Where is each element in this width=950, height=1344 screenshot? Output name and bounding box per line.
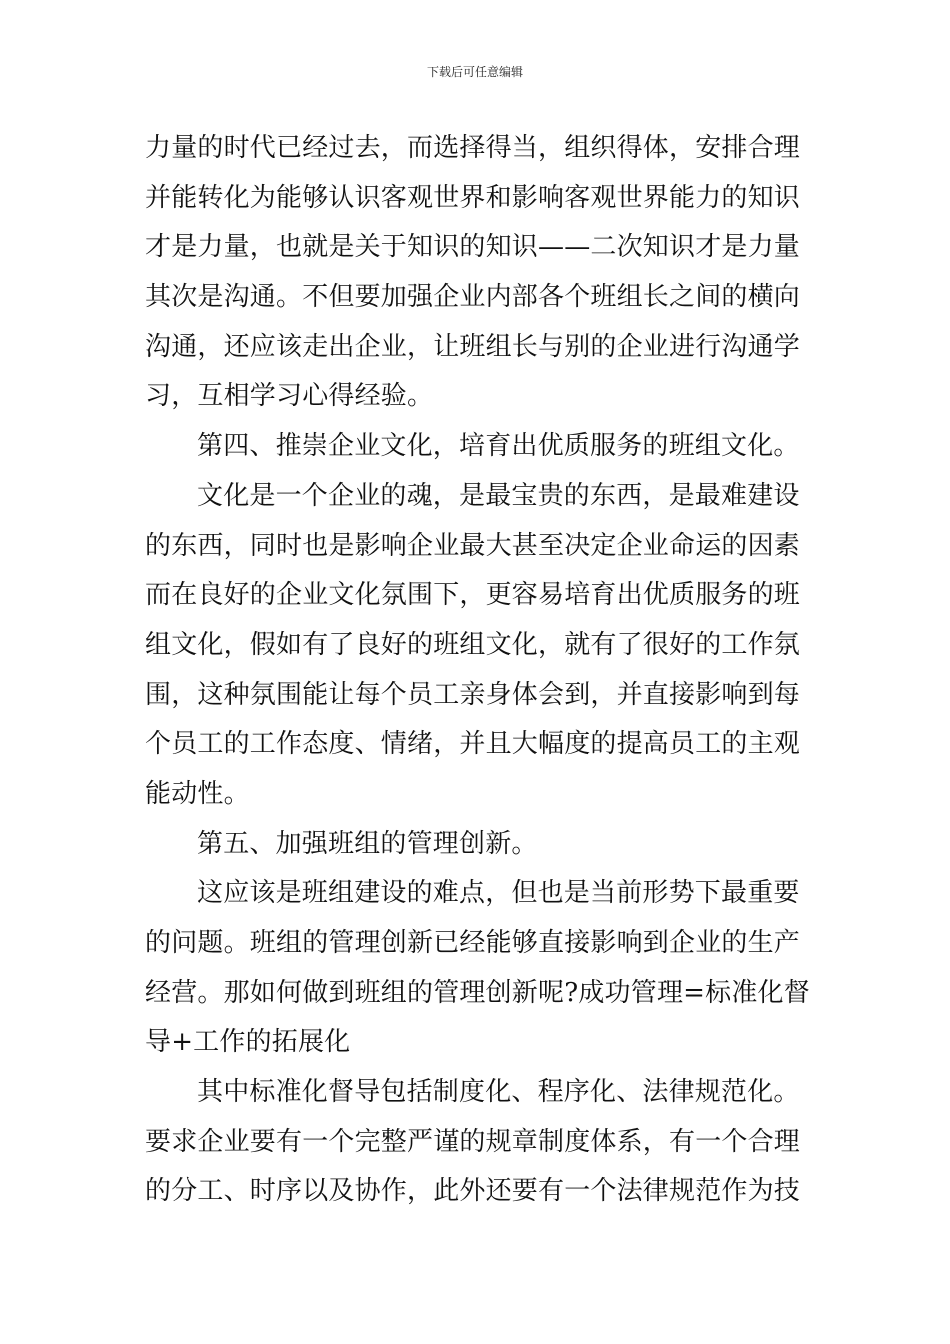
- text-line: 能动性。: [145, 778, 250, 809]
- text-line: 第四、推崇企业文化，培育出优质服务的班组文化。: [197, 431, 800, 462]
- text-line: 的问题。班组的管理创新已经能够直接影响到企业的生产: [145, 928, 801, 958]
- text-line: 力量的时代已经过去，而选择得当，组织得体，安排合理: [145, 133, 801, 163]
- text-line: 才是力量，也就是关于知识的知识——二次知识才是力量: [145, 232, 801, 263]
- text-line: 其次是沟通。不但要加强企业内部各个班组长之间的横向: [145, 282, 801, 313]
- text-line: 要求企业要有一个完整严谨的规章制度体系，有一个合理: [145, 1126, 801, 1157]
- text-line: 而在良好的企业文化氛围下，更容易培育出优质服务的班: [145, 580, 801, 611]
- text-line: 并能转化为能够认识客观世界和影响客观世界能力的知识: [145, 182, 801, 213]
- text-line: 的东西，同时也是影响企业最大甚至决定企业命运的因素: [145, 530, 801, 561]
- text-line: 围，这种氛围能让每个员工亲身体会到，并直接影响到每: [145, 679, 801, 710]
- text-line: 其中标准化督导包括制度化、程序化、法律规范化。: [197, 1077, 800, 1108]
- page-header: 下载后可任意编辑: [426, 65, 523, 79]
- text-line: 经营。那如何做到班组的管理创新呢?成功管理=标准化督: [145, 977, 810, 1008]
- text-line: 导+工作的拓展化: [145, 1027, 351, 1058]
- text-line: 习，互相学习心得经验。: [145, 381, 434, 412]
- text-line: 第五、加强班组的管理创新。: [197, 828, 538, 859]
- text-line: 组文化，假如有了良好的班组文化，就有了很好的工作氛: [145, 629, 801, 660]
- text-line: 文化是一个企业的魂，是最宝贵的东西，是最难建设: [197, 480, 800, 511]
- text-line: 的分工、时序以及协作，此外还要有一个法律规范作为技: [145, 1176, 801, 1207]
- document-body: [145, 124, 810, 1217]
- text-line: 这应该是班组建设的难点，但也是当前形势下最重要: [197, 878, 800, 909]
- text-line: 个员工的工作态度、情绪，并且大幅度的提高员工的主观: [145, 729, 801, 760]
- text-line: 沟通，还应该走出企业，让班组长与别的企业进行沟通学: [145, 331, 801, 362]
